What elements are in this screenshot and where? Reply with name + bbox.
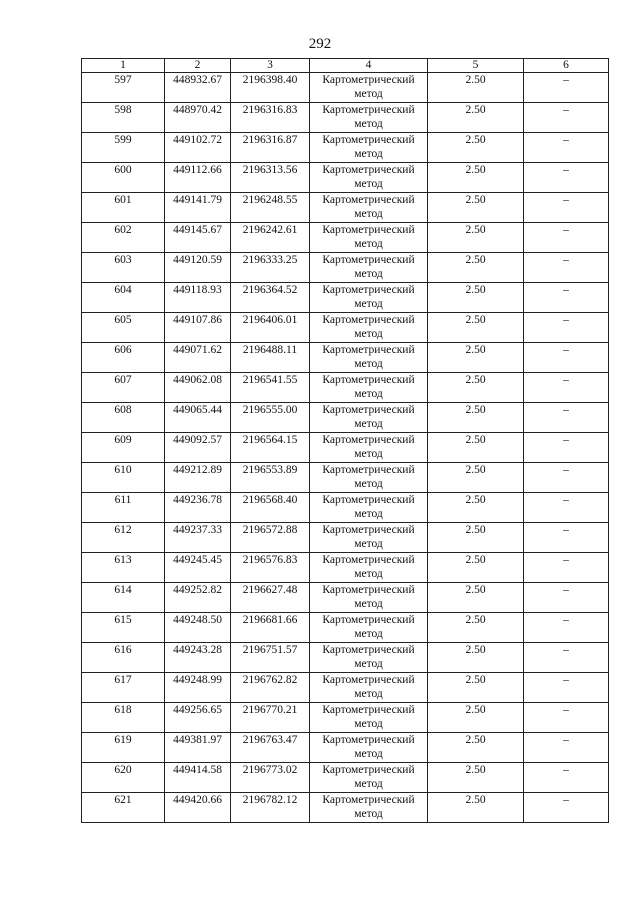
point-number-cell: 599 — [82, 133, 165, 163]
y-coordinate-cell: 2196564.15 — [231, 433, 310, 463]
method-line1: Картометрический — [322, 434, 415, 446]
method-line1: Картометрический — [322, 254, 415, 266]
method-cell — [310, 433, 428, 463]
method-line1: Картометрический — [322, 674, 415, 686]
error-cell: 2.50 — [428, 343, 524, 373]
method-line2: метод — [354, 478, 383, 490]
column-header: 6 — [524, 59, 609, 73]
table-row — [82, 463, 609, 493]
error-cell: 2.50 — [428, 793, 524, 823]
column6-cell: – — [524, 733, 609, 763]
table-row — [82, 283, 609, 313]
column6-cell: – — [524, 793, 609, 823]
table-row — [82, 253, 609, 283]
x-coordinate-cell: 448932.67 — [165, 73, 231, 103]
y-coordinate-cell: 2196773.02 — [231, 763, 310, 793]
y-coordinate-cell: 2196553.89 — [231, 463, 310, 493]
error-cell: 2.50 — [428, 673, 524, 703]
point-number-cell: 615 — [82, 613, 165, 643]
x-coordinate-cell: 449062.08 — [165, 373, 231, 403]
method-line1: Картометрический — [322, 614, 415, 626]
x-coordinate-cell: 449212.89 — [165, 463, 231, 493]
y-coordinate-cell: 2196751.57 — [231, 643, 310, 673]
column6-cell: – — [524, 463, 609, 493]
point-number-cell: 597 — [82, 73, 165, 103]
error-cell: 2.50 — [428, 193, 524, 223]
table-row — [82, 793, 609, 823]
y-coordinate-cell: 2196681.66 — [231, 613, 310, 643]
point-number-cell: 613 — [82, 553, 165, 583]
y-coordinate-cell: 2196627.48 — [231, 583, 310, 613]
table-row — [82, 403, 609, 433]
point-number-cell: 614 — [82, 583, 165, 613]
point-number-cell: 600 — [82, 163, 165, 193]
table-row — [82, 583, 609, 613]
error-cell: 2.50 — [428, 253, 524, 283]
method-line1: Картометрический — [322, 584, 415, 596]
column-header: 2 — [165, 59, 231, 73]
method-line2: метод — [354, 688, 383, 700]
column6-cell: – — [524, 133, 609, 163]
y-coordinate-cell: 2196316.87 — [231, 133, 310, 163]
point-number-cell: 618 — [82, 703, 165, 733]
column-header: 4 — [310, 59, 428, 73]
y-coordinate-cell: 2196364.52 — [231, 283, 310, 313]
method-line2: метод — [354, 328, 383, 340]
y-coordinate-cell: 2196316.83 — [231, 103, 310, 133]
method-line2: метод — [354, 388, 383, 400]
method-line1: Картометрический — [322, 494, 415, 506]
point-number-cell: 607 — [82, 373, 165, 403]
table-row — [82, 373, 609, 403]
point-number-cell: 606 — [82, 343, 165, 373]
column6-cell: – — [524, 403, 609, 433]
x-coordinate-cell: 448970.42 — [165, 103, 231, 133]
table-row — [82, 553, 609, 583]
point-number-cell: 603 — [82, 253, 165, 283]
method-cell — [310, 403, 428, 433]
table-row — [82, 343, 609, 373]
column6-cell: – — [524, 373, 609, 403]
point-number-cell: 609 — [82, 433, 165, 463]
point-number-cell: 610 — [82, 463, 165, 493]
method-line1: Картометрический — [322, 74, 415, 86]
method-line2: метод — [354, 148, 383, 160]
table-row — [82, 673, 609, 703]
table-row — [82, 763, 609, 793]
column6-cell: – — [524, 313, 609, 343]
x-coordinate-cell: 449252.82 — [165, 583, 231, 613]
error-cell: 2.50 — [428, 103, 524, 133]
method-cell — [310, 463, 428, 493]
method-cell — [310, 313, 428, 343]
error-cell: 2.50 — [428, 433, 524, 463]
method-cell — [310, 373, 428, 403]
method-cell — [310, 613, 428, 643]
method-line2: метод — [354, 298, 383, 310]
method-line2: метод — [354, 268, 383, 280]
table-row — [82, 73, 609, 103]
x-coordinate-cell: 449141.79 — [165, 193, 231, 223]
method-line1: Картометрический — [322, 404, 415, 416]
x-coordinate-cell: 449112.66 — [165, 163, 231, 193]
table-row — [82, 733, 609, 763]
table-row — [82, 133, 609, 163]
x-coordinate-cell: 449107.86 — [165, 313, 231, 343]
method-line1: Картометрический — [322, 644, 415, 656]
method-cell — [310, 133, 428, 163]
column6-cell: – — [524, 343, 609, 373]
error-cell: 2.50 — [428, 643, 524, 673]
method-line1: Картометрический — [322, 374, 415, 386]
table-row — [82, 313, 609, 343]
column6-cell: – — [524, 523, 609, 553]
method-line2: метод — [354, 178, 383, 190]
y-coordinate-cell: 2196406.01 — [231, 313, 310, 343]
method-cell — [310, 583, 428, 613]
table-row — [82, 523, 609, 553]
y-coordinate-cell: 2196763.47 — [231, 733, 310, 763]
error-cell: 2.50 — [428, 283, 524, 313]
x-coordinate-cell: 449248.50 — [165, 613, 231, 643]
column6-cell: – — [524, 253, 609, 283]
method-line1: Картометрический — [322, 164, 415, 176]
method-cell — [310, 493, 428, 523]
method-line1: Картометрический — [322, 194, 415, 206]
error-cell: 2.50 — [428, 463, 524, 493]
x-coordinate-cell: 449256.65 — [165, 703, 231, 733]
column6-cell: – — [524, 613, 609, 643]
y-coordinate-cell: 2196568.40 — [231, 493, 310, 523]
y-coordinate-cell: 2196333.25 — [231, 253, 310, 283]
point-number-cell: 620 — [82, 763, 165, 793]
column6-cell: – — [524, 283, 609, 313]
error-cell: 2.50 — [428, 493, 524, 523]
point-number-cell: 608 — [82, 403, 165, 433]
method-line2: метод — [354, 508, 383, 520]
method-line2: метод — [354, 238, 383, 250]
error-cell: 2.50 — [428, 313, 524, 343]
column6-cell: – — [524, 103, 609, 133]
method-cell — [310, 103, 428, 133]
y-coordinate-cell: 2196770.21 — [231, 703, 310, 733]
point-number-cell: 617 — [82, 673, 165, 703]
error-cell: 2.50 — [428, 553, 524, 583]
error-cell: 2.50 — [428, 73, 524, 103]
method-cell — [310, 283, 428, 313]
point-number-cell: 611 — [82, 493, 165, 523]
column6-cell: – — [524, 703, 609, 733]
method-cell — [310, 343, 428, 373]
point-number-cell: 616 — [82, 643, 165, 673]
table-row — [82, 643, 609, 673]
x-coordinate-cell: 449092.57 — [165, 433, 231, 463]
x-coordinate-cell: 449145.67 — [165, 223, 231, 253]
method-cell — [310, 673, 428, 703]
method-line1: Картометрический — [322, 794, 415, 806]
method-line1: Картометрический — [322, 764, 415, 776]
x-coordinate-cell: 449237.33 — [165, 523, 231, 553]
method-line1: Картометрический — [322, 104, 415, 116]
method-line2: метод — [354, 778, 383, 790]
method-line1: Картометрический — [322, 734, 415, 746]
method-line2: метод — [354, 718, 383, 730]
point-number-cell: 612 — [82, 523, 165, 553]
error-cell: 2.50 — [428, 733, 524, 763]
x-coordinate-cell: 449420.66 — [165, 793, 231, 823]
method-line1: Картометрический — [322, 134, 415, 146]
method-cell — [310, 523, 428, 553]
coordinates-table — [81, 58, 609, 823]
point-number-cell: 619 — [82, 733, 165, 763]
error-cell: 2.50 — [428, 523, 524, 553]
method-cell — [310, 223, 428, 253]
error-cell: 2.50 — [428, 763, 524, 793]
column6-cell: – — [524, 643, 609, 673]
point-number-cell: 604 — [82, 283, 165, 313]
method-line1: Картометрический — [322, 704, 415, 716]
point-number-cell: 601 — [82, 193, 165, 223]
error-cell: 2.50 — [428, 373, 524, 403]
x-coordinate-cell: 449120.59 — [165, 253, 231, 283]
method-line2: метод — [354, 418, 383, 430]
method-line2: метод — [354, 448, 383, 460]
column6-cell: – — [524, 673, 609, 703]
y-coordinate-cell: 2196242.61 — [231, 223, 310, 253]
method-line2: метод — [354, 628, 383, 640]
x-coordinate-cell: 449071.62 — [165, 343, 231, 373]
table-row — [82, 193, 609, 223]
method-line2: метод — [354, 568, 383, 580]
y-coordinate-cell: 2196248.55 — [231, 193, 310, 223]
method-line2: метод — [354, 208, 383, 220]
column-header: 1 — [82, 59, 165, 73]
method-cell — [310, 193, 428, 223]
x-coordinate-cell: 449414.58 — [165, 763, 231, 793]
column6-cell: – — [524, 583, 609, 613]
x-coordinate-cell: 449248.99 — [165, 673, 231, 703]
method-cell — [310, 763, 428, 793]
table-row — [82, 433, 609, 463]
method-line2: метод — [354, 118, 383, 130]
point-number-cell: 598 — [82, 103, 165, 133]
y-coordinate-cell: 2196572.88 — [231, 523, 310, 553]
method-cell — [310, 703, 428, 733]
table-row — [82, 493, 609, 523]
x-coordinate-cell: 449118.93 — [165, 283, 231, 313]
x-coordinate-cell: 449243.28 — [165, 643, 231, 673]
column6-cell: – — [524, 763, 609, 793]
method-line2: метод — [354, 598, 383, 610]
table-row — [82, 223, 609, 253]
x-coordinate-cell: 449236.78 — [165, 493, 231, 523]
method-line1: Картометрический — [322, 284, 415, 296]
x-coordinate-cell: 449245.45 — [165, 553, 231, 583]
error-cell: 2.50 — [428, 163, 524, 193]
method-line1: Картометрический — [322, 314, 415, 326]
column6-cell: – — [524, 193, 609, 223]
error-cell: 2.50 — [428, 583, 524, 613]
point-number-cell: 602 — [82, 223, 165, 253]
method-line2: метод — [354, 748, 383, 760]
column6-cell: – — [524, 433, 609, 463]
point-number-cell: 605 — [82, 313, 165, 343]
method-cell — [310, 163, 428, 193]
method-line2: метод — [354, 658, 383, 670]
x-coordinate-cell: 449381.97 — [165, 733, 231, 763]
error-cell: 2.50 — [428, 133, 524, 163]
method-cell — [310, 733, 428, 763]
header-row — [82, 59, 609, 73]
table-row — [82, 613, 609, 643]
method-line1: Картометрический — [322, 344, 415, 356]
y-coordinate-cell: 2196555.00 — [231, 403, 310, 433]
y-coordinate-cell: 2196313.56 — [231, 163, 310, 193]
error-cell: 2.50 — [428, 223, 524, 253]
error-cell: 2.50 — [428, 703, 524, 733]
method-cell — [310, 553, 428, 583]
x-coordinate-cell: 449065.44 — [165, 403, 231, 433]
method-line2: метод — [354, 358, 383, 370]
method-line2: метод — [354, 808, 383, 820]
table-row — [82, 103, 609, 133]
y-coordinate-cell: 2196762.82 — [231, 673, 310, 703]
method-line1: Картометрический — [322, 554, 415, 566]
column6-cell: – — [524, 223, 609, 253]
method-cell — [310, 643, 428, 673]
y-coordinate-cell: 2196541.55 — [231, 373, 310, 403]
method-line2: метод — [354, 538, 383, 550]
method-cell — [310, 253, 428, 283]
error-cell: 2.50 — [428, 613, 524, 643]
method-line1: Картометрический — [322, 224, 415, 236]
method-cell — [310, 73, 428, 103]
method-line1: Картометрический — [322, 464, 415, 476]
column-header: 3 — [231, 59, 310, 73]
column6-cell: – — [524, 553, 609, 583]
column6-cell: – — [524, 73, 609, 103]
method-cell — [310, 793, 428, 823]
method-line1: Картометрический — [322, 524, 415, 536]
column6-cell: – — [524, 493, 609, 523]
table-row — [82, 703, 609, 733]
column6-cell: – — [524, 163, 609, 193]
method-line2: метод — [354, 88, 383, 100]
y-coordinate-cell: 2196782.12 — [231, 793, 310, 823]
table-row — [82, 163, 609, 193]
page-number: 292 — [308, 36, 332, 52]
y-coordinate-cell: 2196576.83 — [231, 553, 310, 583]
y-coordinate-cell: 2196398.40 — [231, 73, 310, 103]
error-cell: 2.50 — [428, 403, 524, 433]
y-coordinate-cell: 2196488.11 — [231, 343, 310, 373]
column-header: 5 — [428, 59, 524, 73]
x-coordinate-cell: 449102.72 — [165, 133, 231, 163]
point-number-cell: 621 — [82, 793, 165, 823]
